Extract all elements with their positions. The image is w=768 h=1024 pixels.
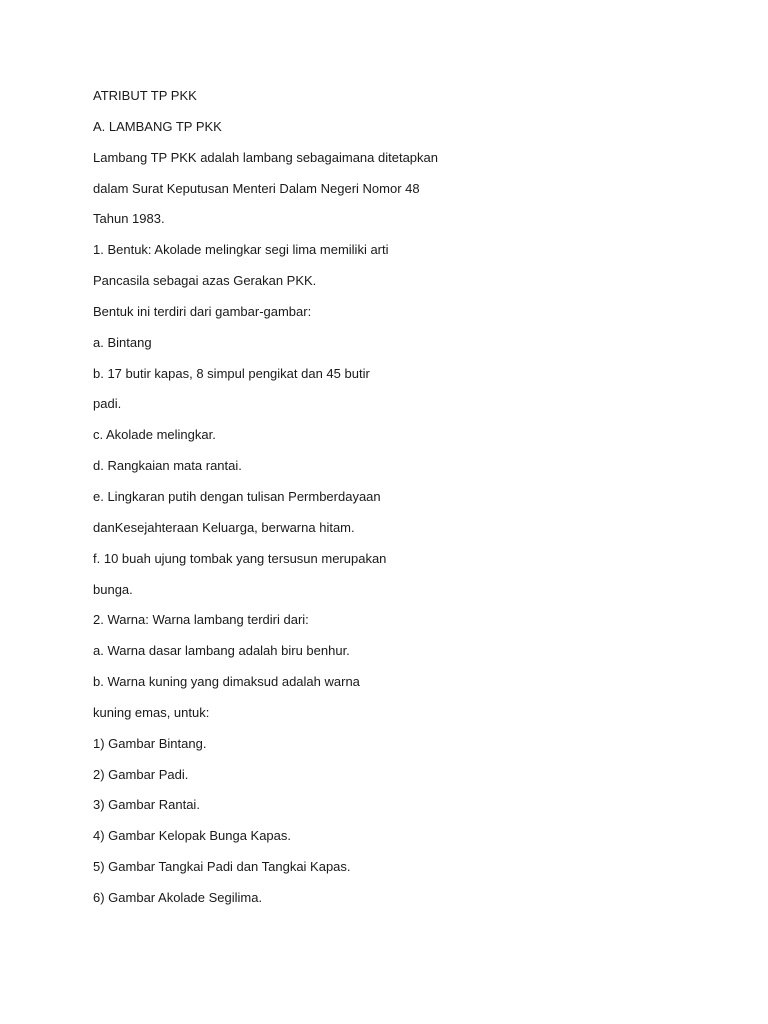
document-title: ATRIBUT TP PKK xyxy=(93,88,197,103)
list-item: b. 17 butir kapas, 8 simpul pengikat dan 45 butir xyxy=(93,365,370,381)
list-item: 6) Gambar Akolade Segilima. xyxy=(93,889,263,905)
list-item: 4) Gambar Kelopak Bunga Kapas. xyxy=(93,828,292,844)
list-item: f. 10 buah ujung tombak yang tersusun merupakan xyxy=(93,550,387,566)
list-item: 1) Gambar Bintang. xyxy=(93,735,207,751)
text-line: padi. xyxy=(93,396,122,412)
document-body xyxy=(93,86,713,919)
list-item: a. Warna dasar lambang adalah biru benhur. xyxy=(93,643,350,659)
text-line: Bentuk ini terdiri dari gambar-gambar: xyxy=(93,303,312,319)
list-item: c. Akolade melingkar. xyxy=(93,427,216,443)
list-item: 3) Gambar Rantai. xyxy=(93,797,200,813)
list-item: d. Rangkaian mata rantai. xyxy=(93,458,242,474)
list-item: 5) Gambar Tangkai Padi dan Tangkai Kapas. xyxy=(93,859,351,875)
list-item: 2) Gambar Padi. xyxy=(93,766,189,782)
text-line: danKesejahteraan Keluarga, berwarna hitam. xyxy=(93,519,355,535)
text-line: dalam Surat Keputusan Menteri Dalam Negeri Nomor 48 xyxy=(93,180,420,196)
text-line: 1. Bentuk: Akolade melingkar segi lima memiliki arti xyxy=(93,242,389,258)
text-line: Tahun 1983. xyxy=(93,211,165,227)
list-item: a. Bintang xyxy=(93,334,152,350)
list-item: e. Lingkaran putih dengan tulisan Permberdayaan xyxy=(93,488,381,504)
section-heading: A. LAMBANG TP PKK xyxy=(93,118,222,134)
text-line: Pancasila sebagai azas Gerakan PKK. xyxy=(93,273,317,289)
text-line: kuning emas, untuk: xyxy=(93,704,210,720)
text-line: 2. Warna: Warna lambang terdiri dari: xyxy=(93,612,309,628)
list-item: b. Warna kuning yang dimaksud adalah warna xyxy=(93,674,360,690)
text-line: Lambang TP PKK adalah lambang sebagaimana ditetapkan xyxy=(93,149,438,165)
text-line: bunga. xyxy=(93,581,133,597)
